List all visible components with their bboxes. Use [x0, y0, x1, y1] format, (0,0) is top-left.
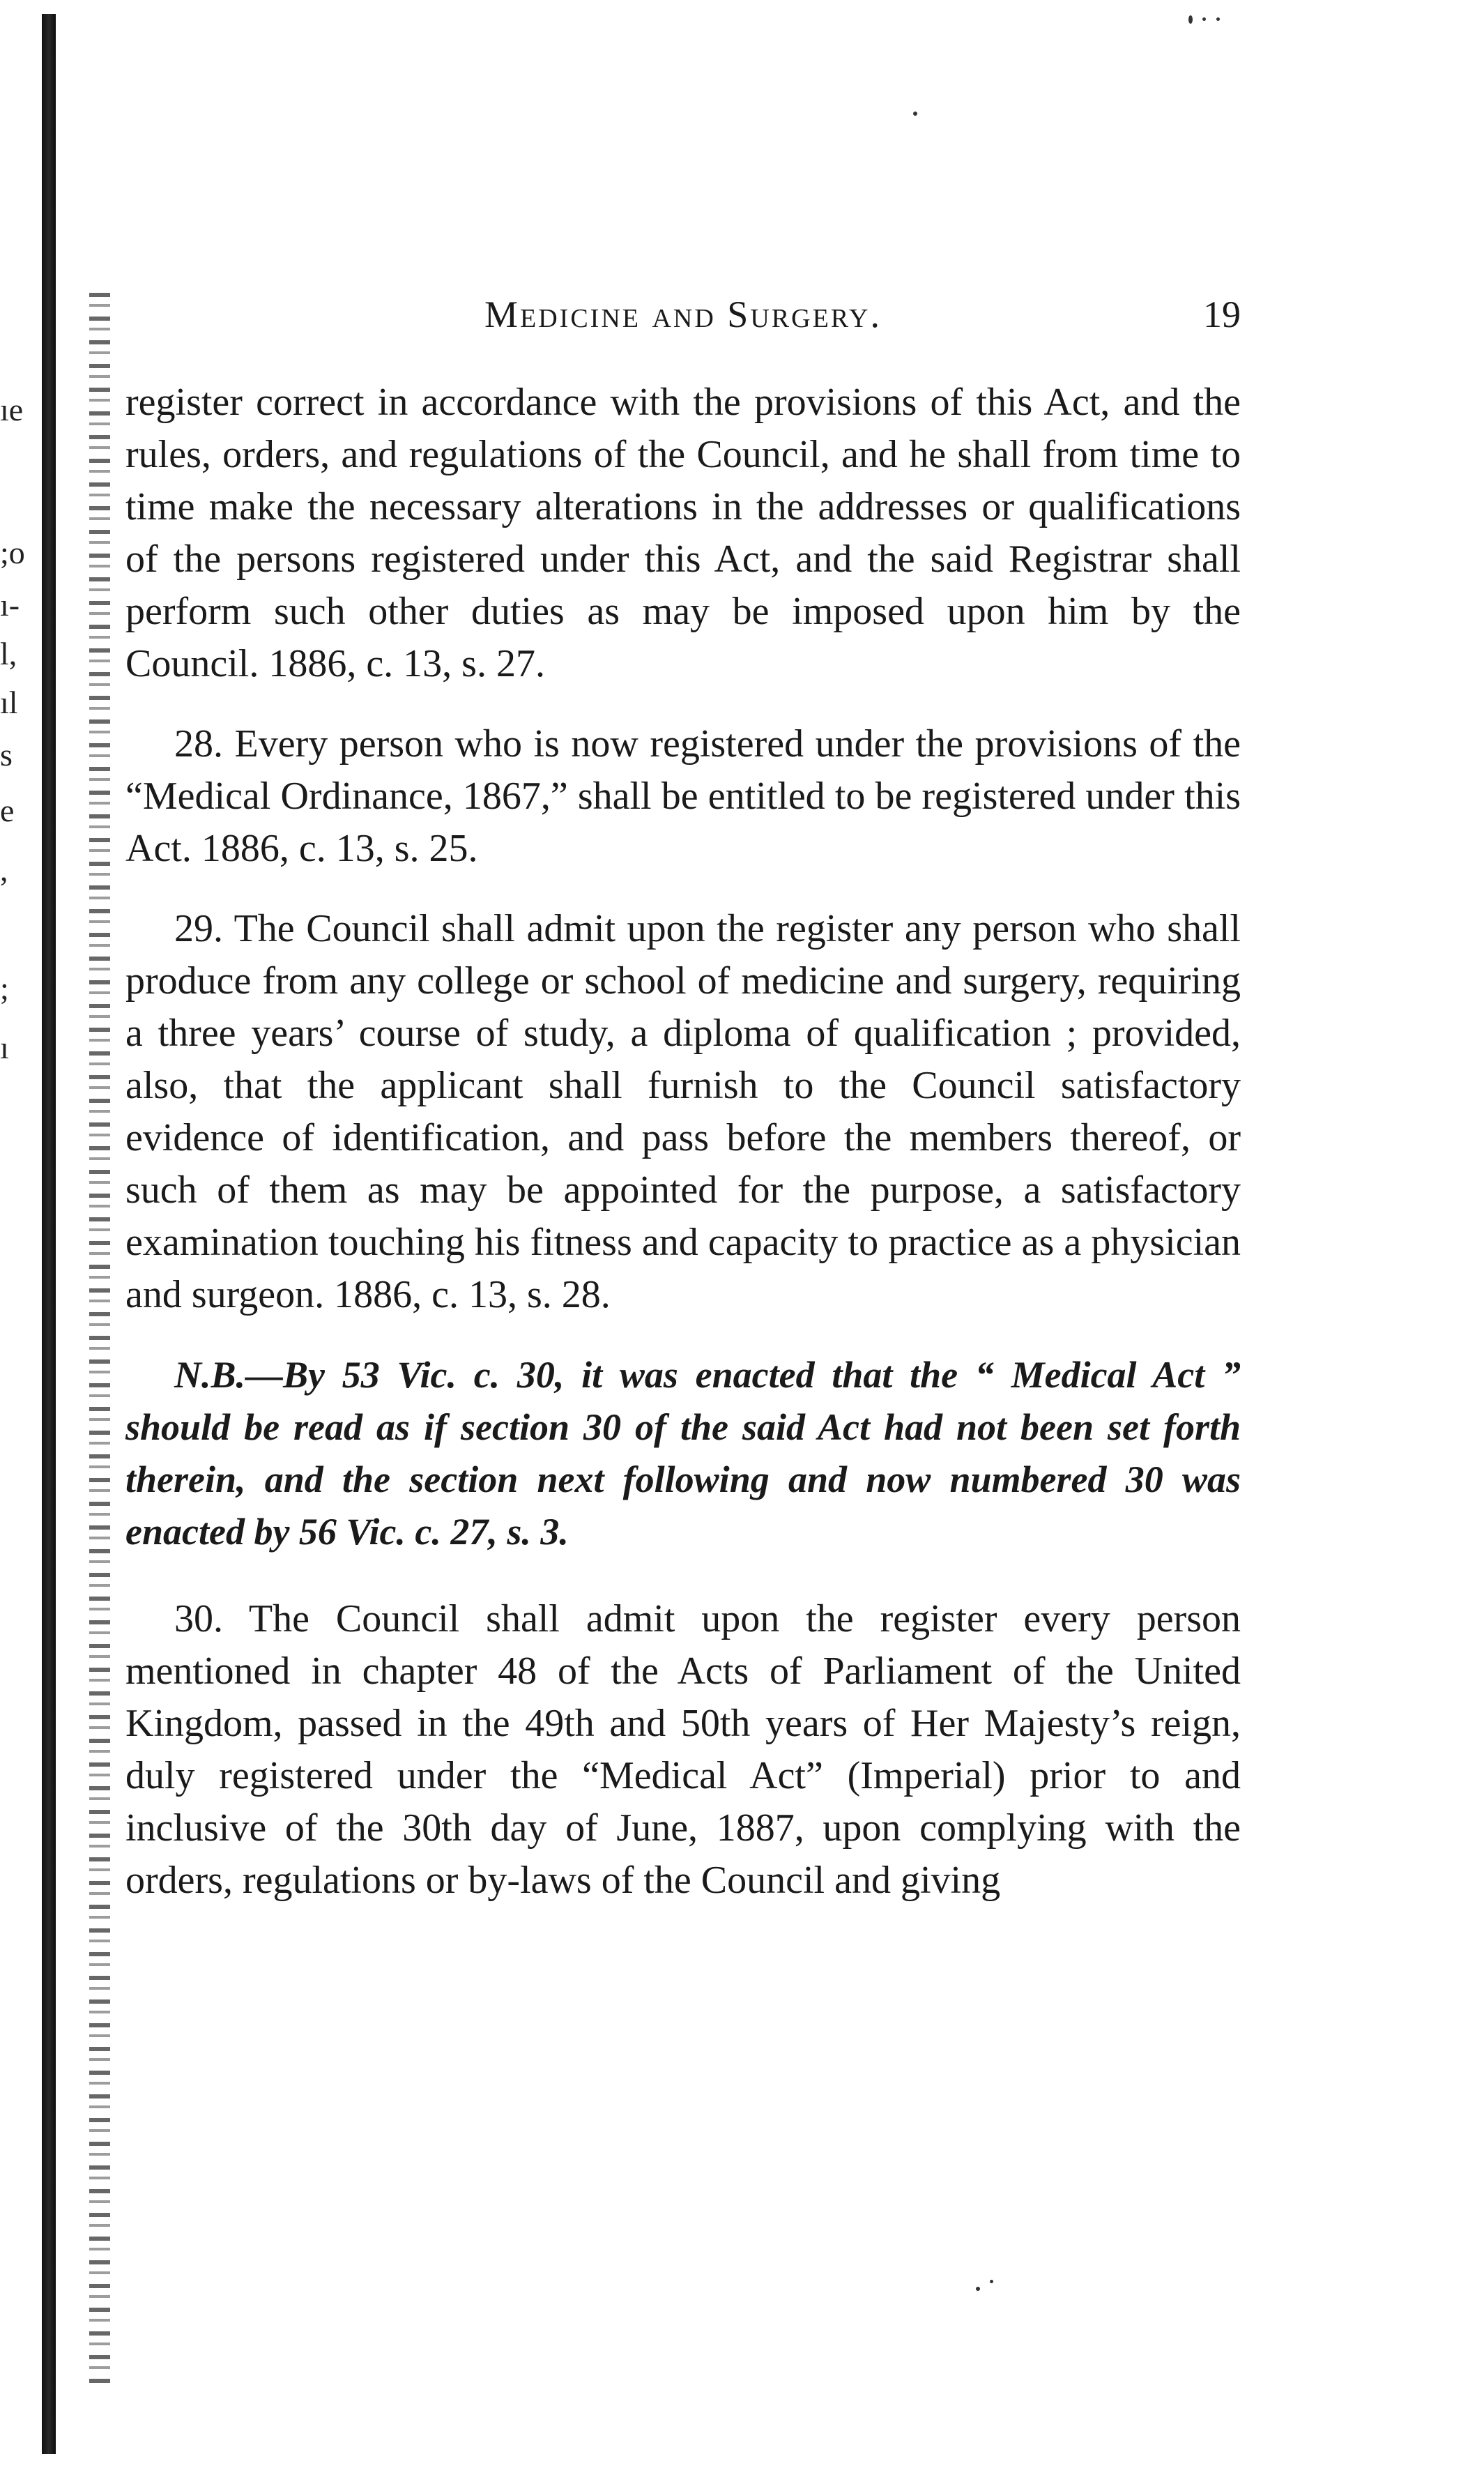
speck — [976, 2287, 980, 2291]
speck — [1202, 17, 1206, 21]
margin-fragment: ı- — [0, 587, 20, 623]
margin-fragment: l, — [0, 636, 17, 671]
page-body — [125, 376, 1241, 1907]
page-number: 19 — [1203, 294, 1241, 335]
nota-bene-note: N.B.—By 53 Vic. c. 30, it was enacted that the “ Medical Act ” should be read as if section 30 of the said Act had not been set forth therein, and the section next following and now numbered 30 was enacted by 56 Vic. c. 27, s. 3. — [125, 1354, 1241, 1553]
paragraph-section-30: 30. The Council shall admit upon the register every person mentioned in chapter 48 of the Acts of Parliament of the United Kingdom, passed in the 49th and 50th years of Her Majesty’s reign, duly registered under the “Medical Act” (Imperial) prior to and inclusive of the 30th day of June, 1887, upon complying with the orders, regulations or by-laws of the Council and giving — [125, 1597, 1241, 1902]
page-header — [125, 293, 1241, 342]
margin-fragment: ıe — [0, 392, 24, 427]
binding-shadow — [89, 293, 110, 2384]
speck — [1216, 17, 1220, 21]
paragraph-section-27-continued: register correct in accordance with the provisions of this Act, and the rules, orders, and regulations of the Council, and he shall from time to time make the necessary alterations in the addresses or qualifications of the persons registered under this Act, and the said Registrar shall perform such other duties as may be imposed upon him by the Council. 1886, c. 13, s. 27. — [125, 381, 1241, 685]
margin-fragment: , — [0, 852, 8, 888]
speck — [1188, 15, 1193, 24]
margin-fragment: ;o — [0, 535, 25, 570]
speck — [990, 2280, 993, 2283]
margin-fragment: ıl — [0, 685, 18, 720]
paragraph-section-29: 29. The Council shall admit upon the register any person who shall produce from any college or school of medicine and surgery, requiring a three years’ course of study, a diploma of qualification ; provided, also, that the applicant shall furnish to the Council satisfactory evidence of identification, and pass before the members thereof, or such of them as may be appointed for the purpose, a satisfactory examination touching his fitness and capacity to practice as a physician and surgeon. 1886, c. 13, s. 28. — [125, 907, 1241, 1316]
margin-fragment: s — [0, 737, 13, 772]
margin-fragment: ı — [0, 1030, 9, 1065]
margin-fragment: e — [0, 793, 15, 828]
speck — [913, 112, 917, 116]
margin-fragment: ; — [0, 970, 9, 1006]
book-binding-edge — [42, 14, 56, 2454]
paragraph-section-28: 28. Every person who is now registered under the provisions of the “Medical Ordinance, 1867,” shall be entitled to be registered under this Act. 1886, c. 13, s. 25. — [125, 722, 1241, 870]
running-head: Medicine and Surgery. — [484, 294, 882, 335]
